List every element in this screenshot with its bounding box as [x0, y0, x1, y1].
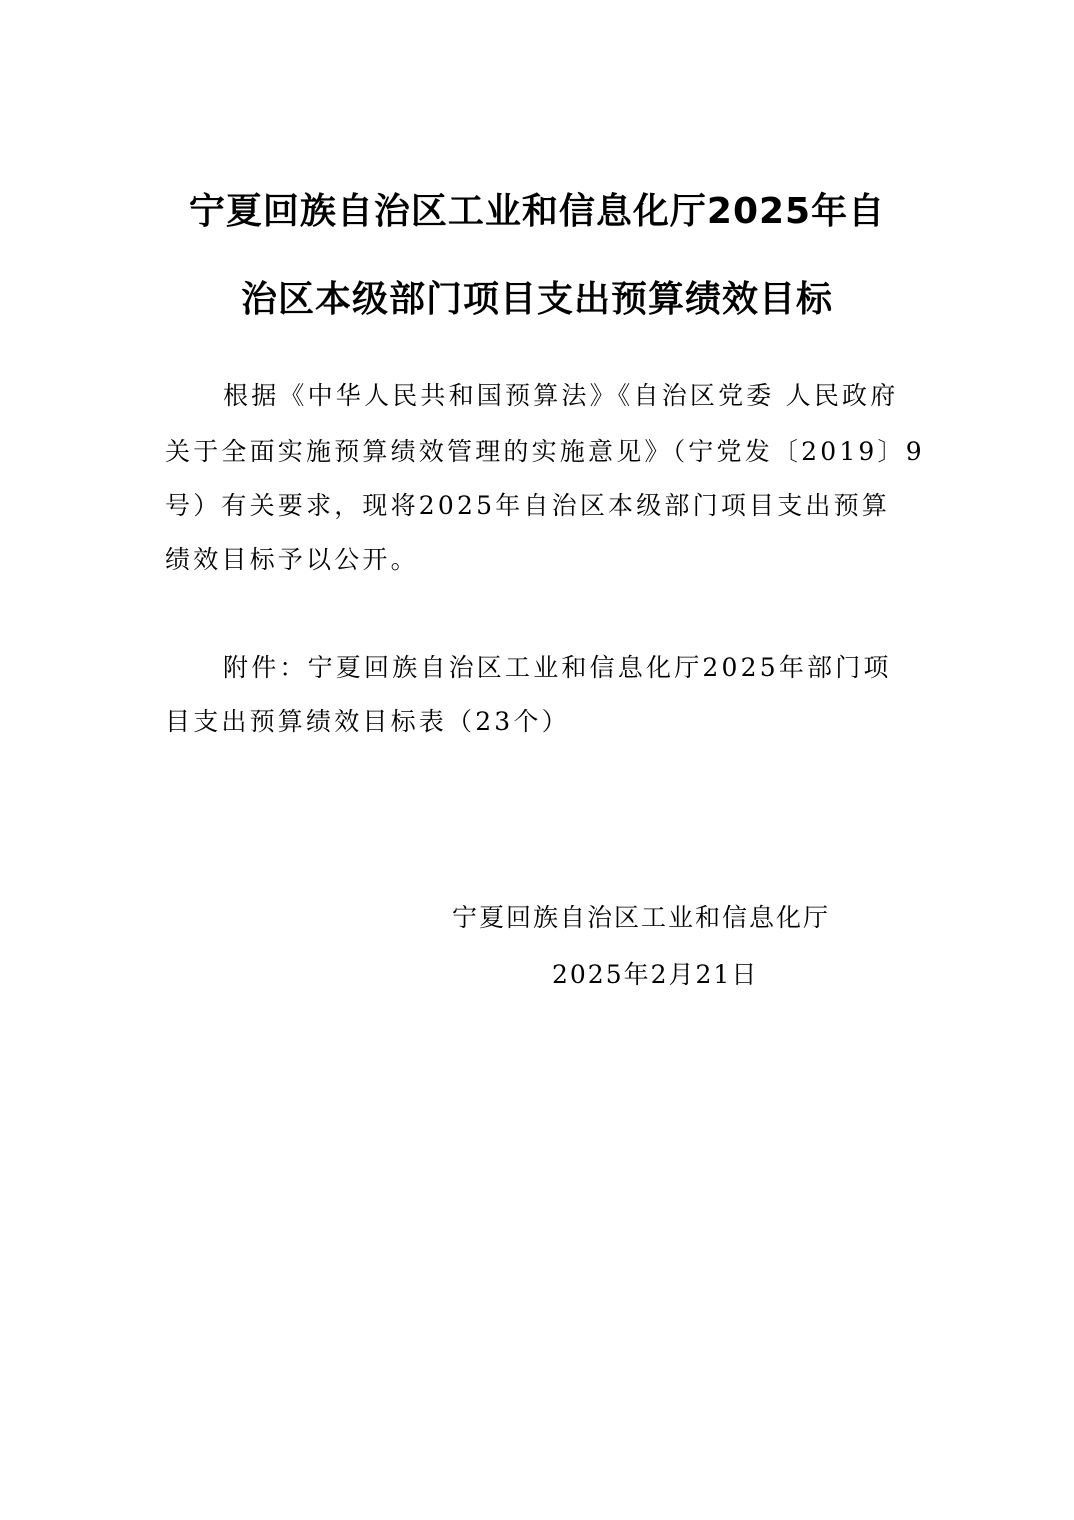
body-line: 号）有关要求，现将2025年自治区本级部门项目支出预算: [165, 491, 891, 520]
body-line: 关于全面实施预算绩效管理的实施意见》（宁党发〔2019〕9: [165, 437, 925, 466]
document-title-line-1: 宁夏回族自治区工业和信息化厅2025年自: [188, 191, 886, 232]
attachment-line: 附件：宁夏回族自治区工业和信息化厅2025年部门项: [223, 653, 892, 682]
signature-date: 2025年2月21日: [552, 960, 759, 989]
document-title-line-2: 治区本级部门项目支出预算绩效目标: [240, 279, 833, 320]
body-line: 根据《中华人民共和国预算法》《自治区党委 人民政府: [223, 381, 899, 410]
attachment-line: 目支出预算绩效目标表（23个）: [165, 707, 570, 736]
body-line: 绩效目标予以公开。: [165, 545, 419, 574]
signature-organization: 宁夏回族自治区工业和信息化厅: [452, 903, 831, 932]
